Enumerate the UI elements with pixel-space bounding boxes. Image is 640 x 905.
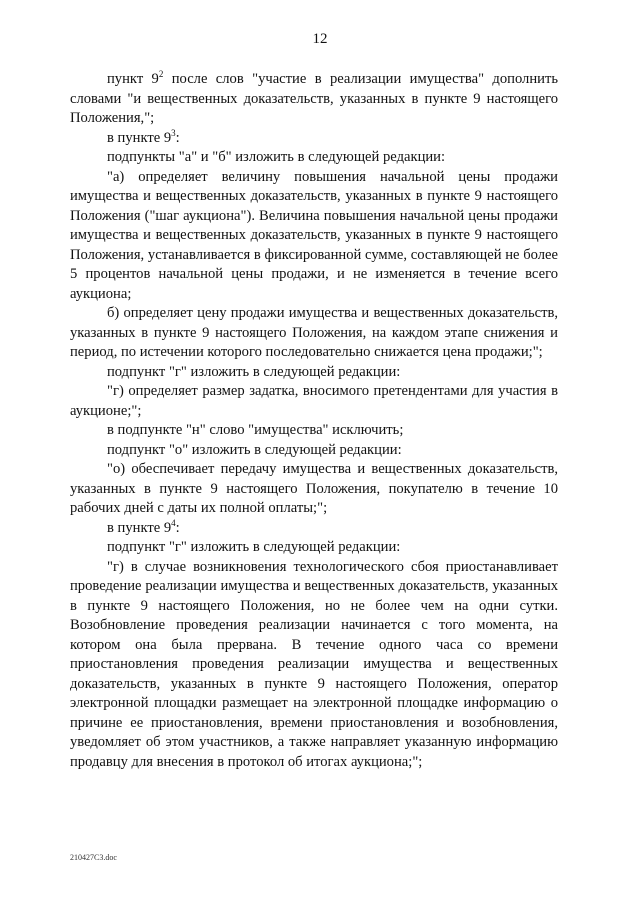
paragraph: пункт $9^2$ после слов "участие в реализации имущества" дополнить словами "и вещественных доказательств, указанных в пункте 9 настоящего Положения,";: [70, 69, 558, 126]
paragraph: "г) определяет размер задатка, вносимого претендентами для участия в аукционе;";: [70, 383, 558, 419]
paragraph: подпункты "а" и "б" изложить в следующей редакции:: [107, 149, 446, 165]
document-body: [70, 70, 558, 772]
page-number: 12: [312, 31, 328, 47]
paragraph: подпункт "о" изложить в следующей редакции:: [107, 441, 402, 458]
paragraph: "а) определяет величину повышения начальной цены продажи имущества и вещественных доказательств, указанных в пункте 9 настоящего Положения ("шаг аукциона"). Величина повышения начальной цены продажи имущества и вещественных доказательств, указанных в пункте 9 настоящего Положения, устанавливается в фиксированной сумме, составляющей не более 5 процентов начальной цены продажи, и не изменяется в течение всего аукциона;: [70, 168, 558, 302]
paragraph: подпункт "г" изложить в следующей редакции:: [107, 539, 401, 555]
paragraph: в пункте $9^3$:: [107, 127, 180, 146]
paragraph: "о) обеспечивает передачу имущества и вещественных доказательств, указанных в пункте 9 настоящего Положения, покупателю в течение 10 рабочих дней с даты их полной оплаты;";: [70, 461, 558, 516]
paragraph: "г) в случае возникновения технологического сбоя приостанавливает проведение реализации имущества и вещественных доказательств, указанных в пункте 9 настоящего Положения, но не более чем на одни сутки. Возобновление проведения реализации начинается с того момента, на котором она была прервана. В течение одного часа со времени приостановления проведения реализации имущества и вещественных доказательств, указанных в пункте 9 настоящего Положения, оператор электронной площадки размещает на электронной площадке информацию о причине ее приостановления, времени приостановления и возобновления, уведомляет об этом участников, а также направляет указанную информацию продавцу для внесения в протокол об итогах аукциона;";: [70, 558, 558, 770]
footer-filename: 210427C3.doc: [70, 853, 117, 862]
paragraph: в пункте $9^4$:: [107, 517, 180, 536]
paragraph: в подпункте "н" слово "имущества" исключить;: [107, 422, 404, 438]
paragraph: б) определяет цену продажи имущества и вещественных доказательств, указанных в пункте 9 настоящего Положения, на каждом этапе снижения и период, по истечении которого последовательно снижается цена продажи;";: [70, 305, 558, 360]
paragraph: подпункт "г" изложить в следующей редакции:: [107, 363, 401, 380]
